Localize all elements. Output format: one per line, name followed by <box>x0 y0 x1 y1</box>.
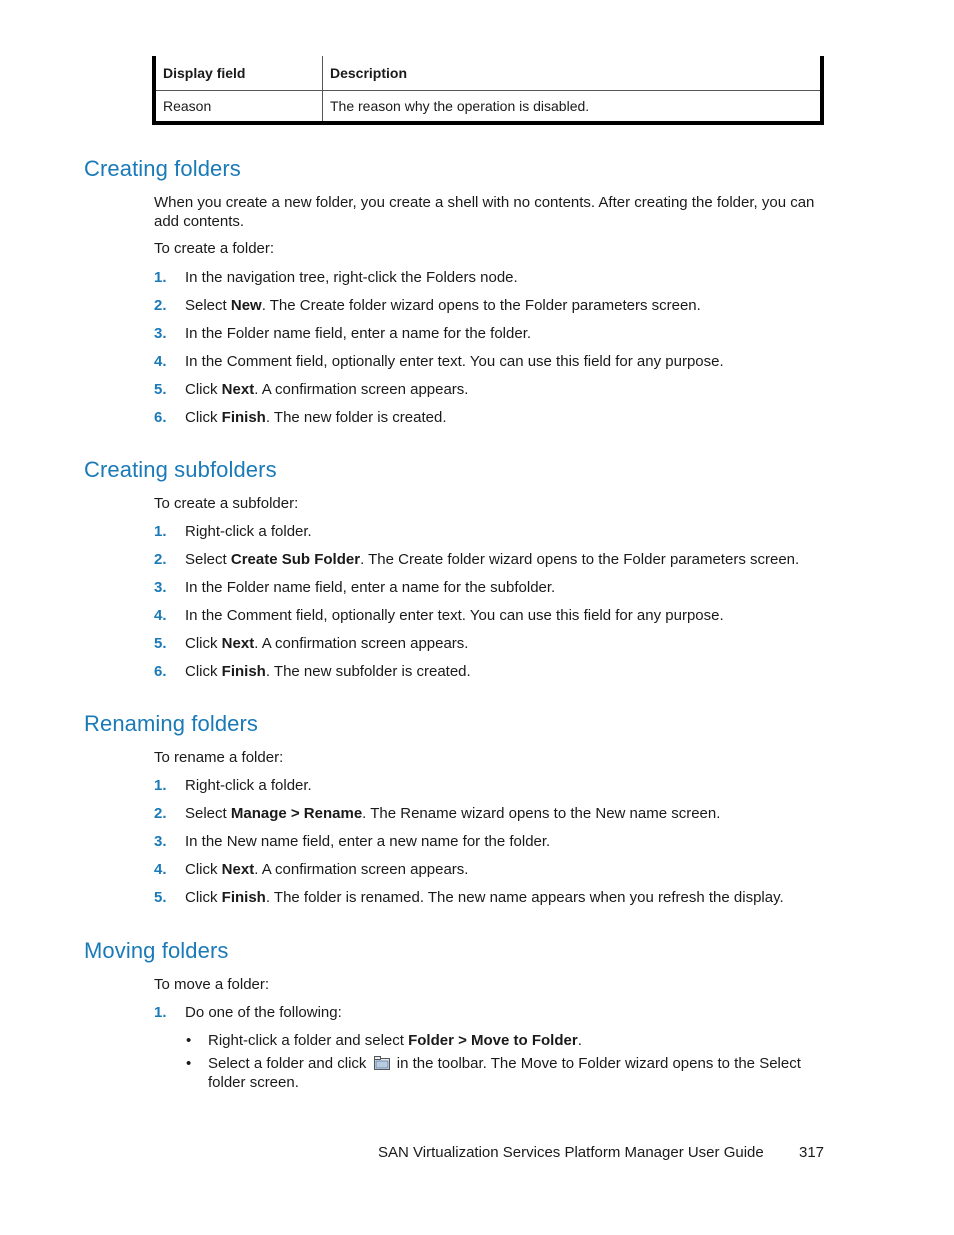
bullet-marker: • <box>186 1055 192 1072</box>
folder-icon <box>374 1056 390 1070</box>
step-text: Click Next. A confirmation screen appears. <box>185 381 469 398</box>
step-number: 3. <box>154 325 167 342</box>
step-text: In the Comment field, optionally enter text. You can use this field for any purpose. <box>185 607 724 624</box>
section-heading-creating-subfolders: Creating subfolders <box>84 457 277 482</box>
step-text: In the Folder name field, enter a name for the subfolder. <box>185 579 556 596</box>
step-text: Click Finish. The new folder is created. <box>185 409 447 426</box>
step-number: 3. <box>154 833 167 850</box>
step-number: 4. <box>154 861 167 878</box>
lead-paragraph: To rename a folder: <box>154 749 284 766</box>
display-field-table <box>152 56 824 125</box>
step-text: Click Finish. The new subfolder is created. <box>185 663 471 680</box>
step-number: 2. <box>154 551 167 568</box>
step-text: In the Folder name field, enter a name for the folder. <box>185 325 532 342</box>
table-cell: Reason <box>154 91 323 124</box>
table-header-cell: Description <box>323 56 823 91</box>
step-number: 4. <box>154 607 167 624</box>
step-text: Click Next. A confirmation screen appears. <box>185 635 469 652</box>
step-text: Select New. The Create folder wizard opens to the Folder parameters screen. <box>185 297 701 314</box>
step-number: 1. <box>154 777 167 794</box>
section-heading-creating-folders: Creating folders <box>84 156 241 181</box>
lead-paragraph: To create a subfolder: <box>154 495 299 512</box>
step-number: 5. <box>154 889 167 906</box>
step-text: Click Next. A confirmation screen appears. <box>185 861 469 878</box>
footer-guide-title: SAN Virtualization Services Platform Manager User Guide <box>378 1144 764 1161</box>
bullet-text: Select a folder and click in the toolbar. The Move to Folder wizard opens to the Select folder screen. <box>208 1055 801 1091</box>
step-number: 6. <box>154 409 167 426</box>
step-number: 1. <box>154 269 167 286</box>
section-heading-moving-folders: Moving folders <box>84 938 229 963</box>
bullet-marker: • <box>186 1032 192 1049</box>
step-number: 5. <box>154 381 167 398</box>
step-text: In the Comment field, optionally enter text. You can use this field for any purpose. <box>185 353 724 370</box>
table-header-cell: Display field <box>154 56 323 91</box>
step-text: In the navigation tree, right-click the Folders node. <box>185 269 518 286</box>
step-number: 2. <box>154 805 167 822</box>
step-number: 5. <box>154 635 167 652</box>
step-number: 4. <box>154 353 167 370</box>
step-text: Do one of the following: <box>185 1004 342 1021</box>
step-text: Click Finish. The folder is renamed. The new name appears when you refresh the display. <box>185 889 784 906</box>
step-number: 1. <box>154 1004 167 1021</box>
bullet-text: Right-click a folder and select Folder > Move to Folder. <box>208 1032 582 1049</box>
step-number: 1. <box>154 523 167 540</box>
footer-page-number: 317 <box>799 1144 825 1161</box>
step-text: Select Create Sub Folder. The Create folder wizard opens to the Folder parameters screen. <box>185 551 800 568</box>
step-number: 6. <box>154 663 167 680</box>
section-heading-renaming-folders: Renaming folders <box>84 711 259 736</box>
table-row <box>154 91 822 124</box>
lead-paragraph: To create a folder: <box>154 240 275 257</box>
step-text: Right-click a folder. <box>185 777 312 794</box>
step-number: 3. <box>154 579 167 596</box>
step-text: Right-click a folder. <box>185 523 312 540</box>
step-number: 2. <box>154 297 167 314</box>
step-text: In the New name field, enter a new name for the folder. <box>185 833 551 850</box>
intro-paragraph: When you create a new folder, you create a shell with no contents. After creating the folder, you can add contents. <box>154 194 815 230</box>
table-header-row <box>154 56 822 91</box>
step-text: Select Manage > Rename. The Rename wizard opens to the New name screen. <box>185 805 721 822</box>
table-cell: The reason why the operation is disabled. <box>323 91 823 124</box>
lead-paragraph: To move a folder: <box>154 976 270 993</box>
